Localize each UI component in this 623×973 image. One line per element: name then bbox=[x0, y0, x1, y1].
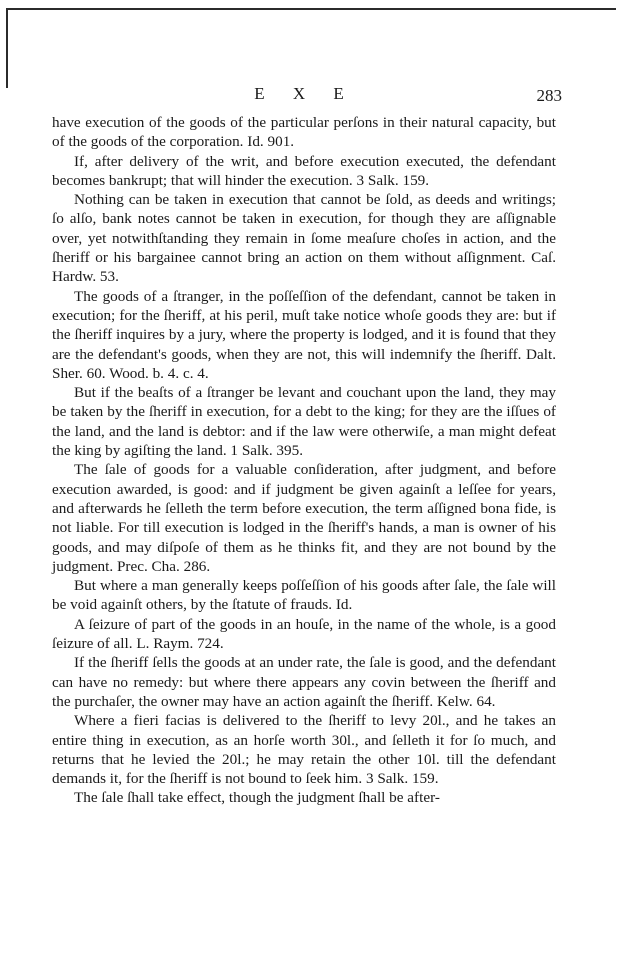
scan-border-left bbox=[6, 8, 8, 88]
paragraph-bankrupt: If, after delivery of the writ, and before execution executed, the defendant becomes bankrupt; that will hinder the execution. 3 Salk. 159. bbox=[52, 152, 556, 189]
page-number: 283 bbox=[536, 86, 562, 105]
paragraph-possession-after-sale: But where a man generally keeps poſſeſſion of his goods after ſale, the ſale will be void againſt others, by the ſtatute of frauds. Id. bbox=[52, 577, 556, 614]
paragraph-sale-of-goods: The ſale of goods for a valuable conſideration, after judgment, and before execution awarded, is good: and if judgment be given againſt a leſſee for years, and afterwards he ſelleth the term before execution, the term aſſigned bona fide, is not liable. For till execution is lodged in the ſheriff's hands, a man is owner of his goods, and may diſpoſe of them as he thinks fit, and they are not bound by the judgment. Prec. Cha. 286. bbox=[52, 461, 556, 575]
paragraph-stranger-goods: The goods of a ſtranger, in the poſſeſſion of the defendant, cannot be taken in execution; for the ſheriff, at his peril, muſt take notice whoſe goods they are: but if the ſheriff inquires by a jury, where the property is lodged, and it is found that they are the defendant's goods, when they are not, this will indemnify the ſheriff. Dalt. Sher. 60. Wood. b. 4. c. 4. bbox=[52, 287, 556, 382]
paragraph-fieri-facias: Where a fieri facias is delivered to the ſheriff to levy 20l., and he takes an entire thing in execution, as an horſe worth 30l., and ſelleth it for ſo much, and returns that he levied the 20l.; he may retain the other 10l. till the defendant demands it, for the ſheriff is not bound to ſeek him. 3 Salk. 159. bbox=[52, 712, 556, 788]
running-head: E X E bbox=[254, 84, 356, 103]
page-header bbox=[52, 84, 562, 108]
paragraph-deeds-writings: Nothing can be taken in execution that cannot be ſold, as deeds and writings; ſo alſo, bank notes cannot be taken in execution, for though they are aſſignable over, yet notwithſtanding they remain in ſome meaſure choſes in action, and the ſheriff or his bargainee cannot bring an action on them without aſſignment. Caſ. Hardw. 53. bbox=[52, 191, 556, 286]
paragraph-beasts: But if the beaſts of a ſtranger be levant and couchant upon the land, they may be taken by the ſheriff in execution, for a debt to the king; for they are the iſſues of the land, and the land is debtor: and if the law were otherwiſe, a man might defeat the king by agiſting the land. 1 Salk. 395. bbox=[52, 384, 556, 460]
paragraph-seizure: A ſeizure of part of the goods in an houſe, in the name of the whole, is a good ſeizure of all. L. Raym. 724. bbox=[52, 615, 556, 653]
paragraph-under-rate: If the ſheriff ſells the goods at an under rate, the ſale is good, and the defendant can have no remedy: but where there appears any covin between the ſheriff and the purchaſer, the owner may have an action againſt the ſheriff. Kelw. 64. bbox=[52, 654, 556, 710]
paragraph-continuation: have execution of the goods of the particular perſons in their natural capacity, but of the goods of the corporation. Id. 901. bbox=[52, 114, 556, 151]
scan-border-top bbox=[6, 8, 616, 10]
page-body bbox=[52, 113, 556, 807]
paragraph-sale-effect: The ſale ſhall take effect, though the judgment ſhall be after- bbox=[74, 789, 440, 807]
